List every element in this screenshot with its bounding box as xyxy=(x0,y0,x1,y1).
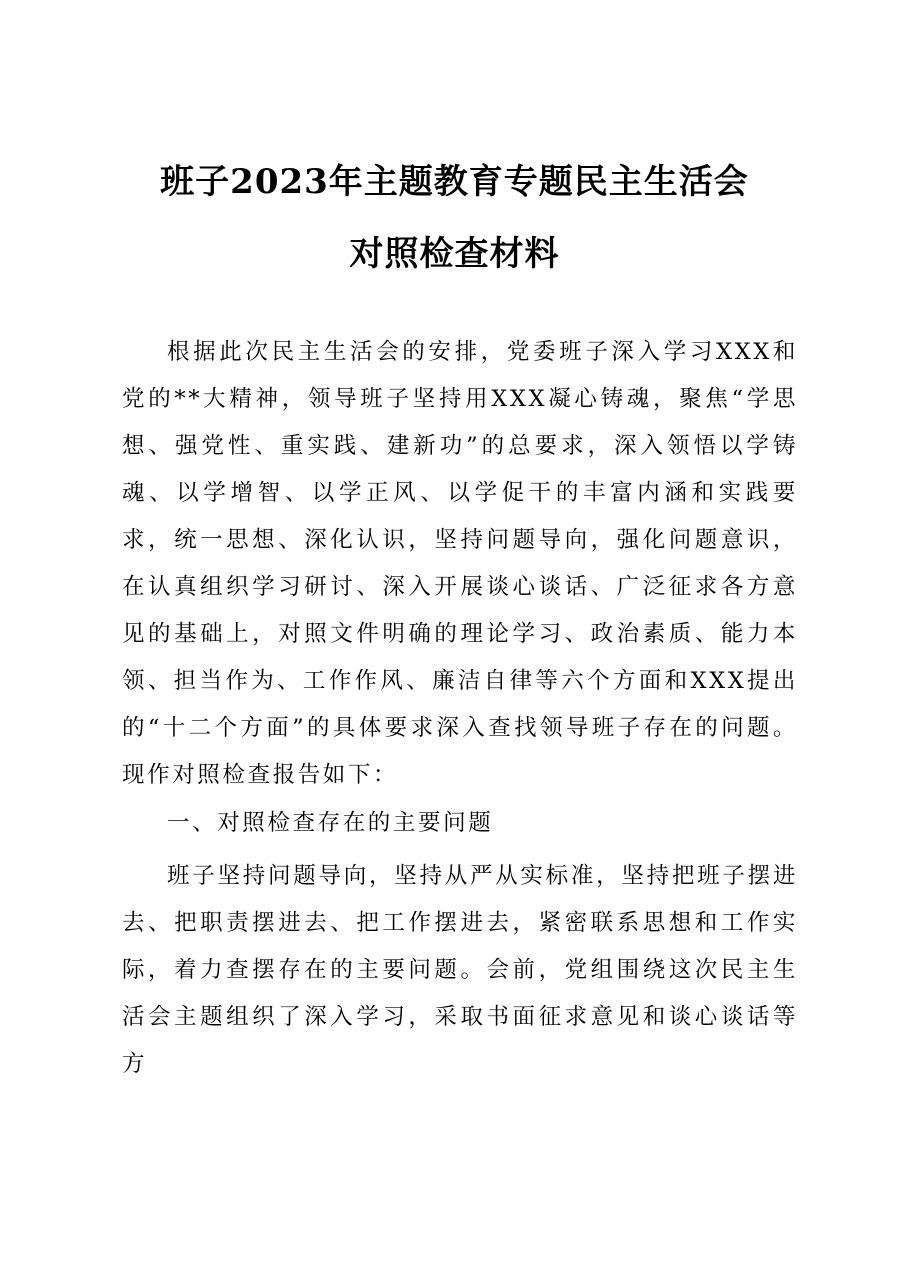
body-paragraph-2 xyxy=(122,853,798,1088)
document-title-line-2: 对照检查材料 xyxy=(349,234,560,274)
document-title-line-1: 班子2023年主题教育专题民主生活会 xyxy=(160,162,749,202)
body-paragraph-1 xyxy=(122,329,798,799)
paragraph-text: 班子坚持问题导向，坚持从严从实标准，坚持把班子摆进去、把职责摆进去、把工作摆进去，紧密联系思想和工作实际，着力查摆存在的主要问题。会前，党组围绕这次民主生活会主题组织了深入学习，采取书面征求意见和谈心谈话等方 xyxy=(122,863,798,1077)
section-heading-1 xyxy=(122,800,798,847)
section-heading-text: 一、对照检查存在的主要问题 xyxy=(167,810,494,836)
paragraph-text: 根据此次民主生活会的安排，党委班子深入学习XXX和党的**大精神，领导班子坚持用XXX凝心铸魂，聚焦“学思想、强党性、重实践、建新功”的总要求，深入领悟以学铸魂、以学增智、以学正风、以学促干的丰富内涵和实践要求，统一思想、深化认识，坚持问题导向，强化问题意识，在认真组织学习研讨、深入开展谈心谈话、广泛征求各方意见的基础上，对照文件明确的理论学习、政治素质、能力本领、担当作为、工作作风、廉洁自律等六个方面和XXX提出的“十二个方面”的具体要求深入查找领导班子存在的问题。现作对照检查报告如下： xyxy=(122,339,798,788)
